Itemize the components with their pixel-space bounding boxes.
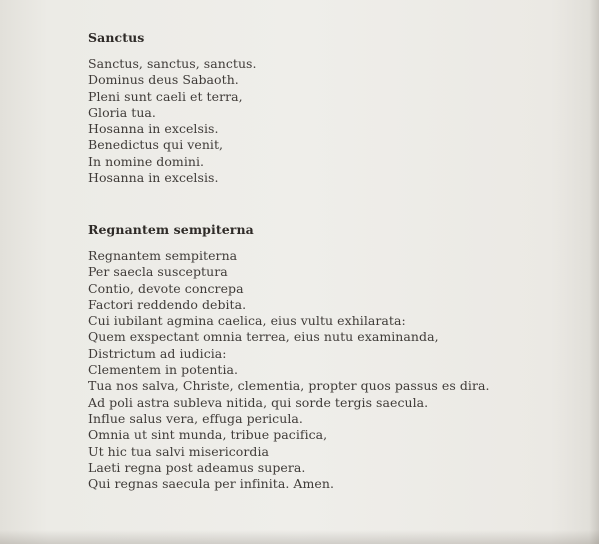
verse-line: Omnia ut sint munda, tribue pacifica, — [88, 427, 328, 443]
regnantem-verse — [88, 248, 579, 492]
verse-line: Clementem in potentia. — [88, 362, 239, 378]
regnantem-heading: Regnantem sempiterna — [88, 222, 254, 237]
verse-line: Contio, devote concrepa — [88, 280, 244, 296]
verse-line: Dominus deus Sabaoth. — [88, 72, 239, 88]
page-edge-shadow — [0, 530, 599, 544]
verse-line: Hosanna in excelsis. — [88, 170, 219, 186]
verse-line: In nomine domini. — [88, 153, 205, 169]
verse-line: Benedictus qui venit, — [88, 137, 224, 153]
verse-line: Districtum ad iudicia: — [88, 345, 227, 361]
verse-line: Ut hic tua salvi misericordia — [88, 443, 269, 459]
verse-line: Pleni sunt caeli et terra, — [88, 88, 243, 104]
verse-line: Per saecla susceptura — [88, 264, 228, 280]
sanctus-section — [88, 30, 579, 186]
sanctus-heading: Sanctus — [88, 30, 145, 45]
verse-line: Factori reddendo debita. — [88, 296, 247, 312]
verse-line: Qui regnas saecula per infinita. Amen. — [88, 476, 334, 492]
verse-line: Hosanna in excelsis. — [88, 121, 219, 137]
verse-line: Ad poli astra subleva nitida, qui sorde tergis saecula. — [88, 394, 429, 410]
page-edge-shadow — [589, 0, 599, 544]
verse-line: Gloria tua. — [88, 104, 156, 120]
verse-line: Tua nos salva, Christe, clementia, propter quos passus es dira. — [88, 378, 490, 394]
verse-line: Sanctus, sanctus, sanctus. — [88, 56, 257, 71]
verse-line: Influe salus vera, effuga pericula. — [88, 410, 303, 426]
regnantem-section — [88, 222, 579, 492]
verse-line: Laeti regna post adeamus supera. — [88, 459, 306, 475]
verse-line: Cui iubilant agmina caelica, eius vultu exhilarata: — [88, 313, 406, 329]
verse-line: Quem exspectant omnia terrea, eius nutu examinanda, — [88, 329, 439, 345]
verse-line: Regnantem sempiterna — [88, 248, 238, 263]
sanctus-verse — [88, 56, 579, 186]
